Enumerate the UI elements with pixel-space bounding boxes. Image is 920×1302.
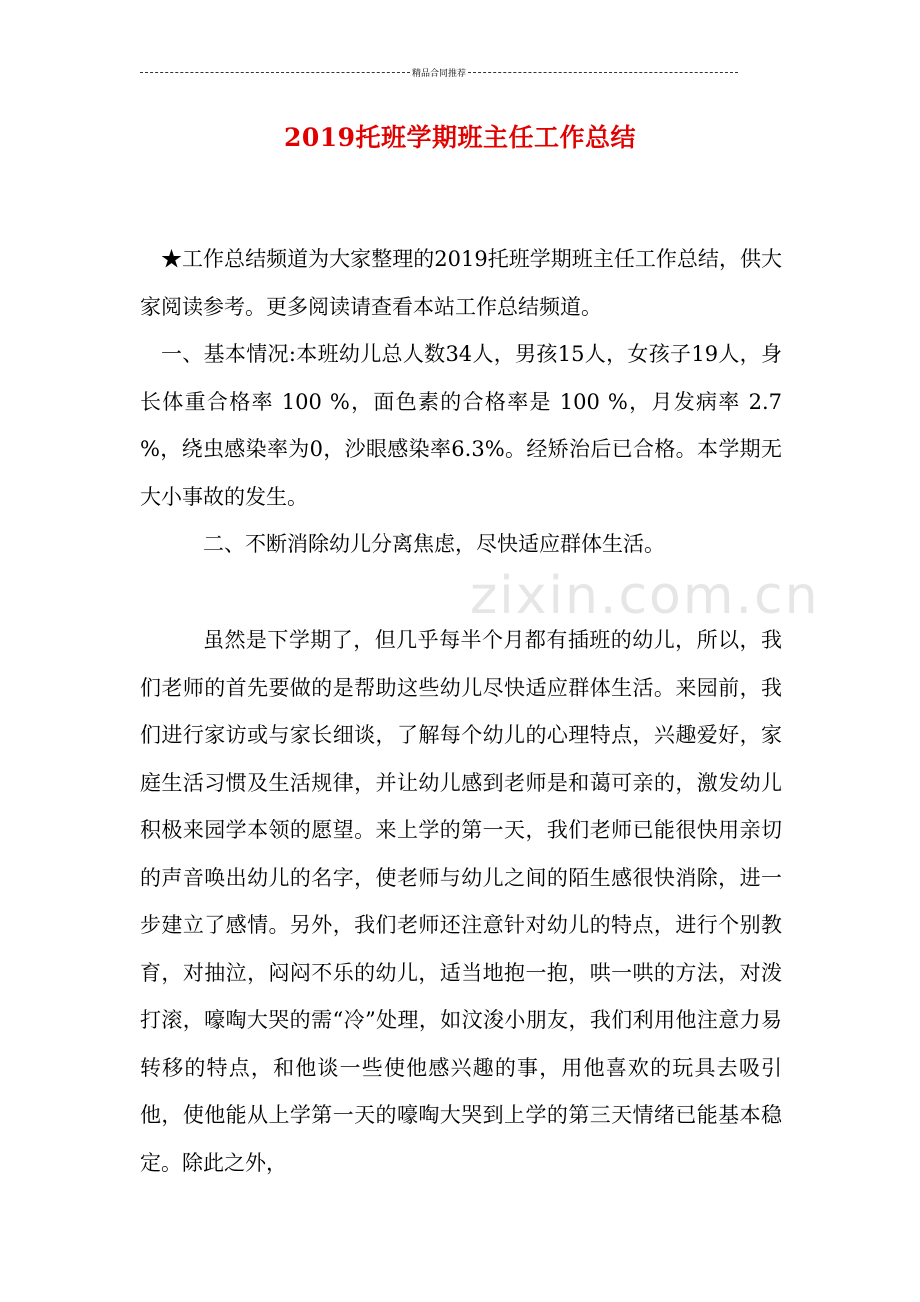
- section-heading-2-text: 二、不断消除幼儿分离焦虑，尽快适应群体生活。: [203, 532, 665, 556]
- basic-info-text: 一、基本情况:本班幼儿总人数34人，男孩15人，女孩子19人，身长体重合格率 100 %，面色素的合格率是 100 %，月发病率 2.7 %，绕虫感染率为0，沙眼感染率6.3%。经矫治后已合格。本学期无大小事故的发生。: [140, 342, 782, 509]
- intro-text: ★工作总结频道为大家整理的2019托班学期班主任工作总结，供大家阅读参考。更多阅读请查看本站工作总结频道。: [140, 247, 782, 319]
- header-label: 精品合同推荐: [412, 69, 467, 79]
- page-header-line: [140, 66, 738, 79]
- watermark: zixin.com.cn: [470, 566, 820, 626]
- header-dash-left: [140, 72, 410, 73]
- basic-info-paragraph: [140, 331, 782, 521]
- intro-paragraph: [140, 236, 782, 331]
- section-heading-2: [140, 521, 782, 569]
- header-dash-right: [468, 72, 738, 73]
- main-paragraph: [140, 617, 782, 1187]
- main-text: 虽然是下学期了，但几乎每半个月都有插班的幼儿，所以，我们老师的首先要做的是帮助这些幼儿尽快适应群体生活。来园前，我们进行家访或与家长细谈，了解每个幼儿的心理特点，兴趣爱好，家庭生活习惯及生活规律，并让幼儿感到老师是和蔼可亲的，激发幼儿积极来园学本领的愿望。来上学的第一天，我们老师已能很快用亲切的声音唤出幼儿的名字，使老师与幼儿之间的陌生感很快消除，进一步建立了感情。另外，我们老师还注意针对幼儿的特点，进行个别教育，对抽泣，闷闷不乐的幼儿，适当地抱一抱，哄一哄的方法，对泼打滚，嚎啕大哭的需“冷”处理，如汶浚小朋友，我们利用他注意力易转移的特点，和他谈一些使他感兴趣的事，用他喜欢的玩具去吸引他，使他能从上学第一天的嚎啕大哭到上学的第三天情绪已能基本稳定。除此之外，: [140, 628, 782, 1175]
- document-title: 2019托班学期班主任工作总结: [283, 123, 637, 152]
